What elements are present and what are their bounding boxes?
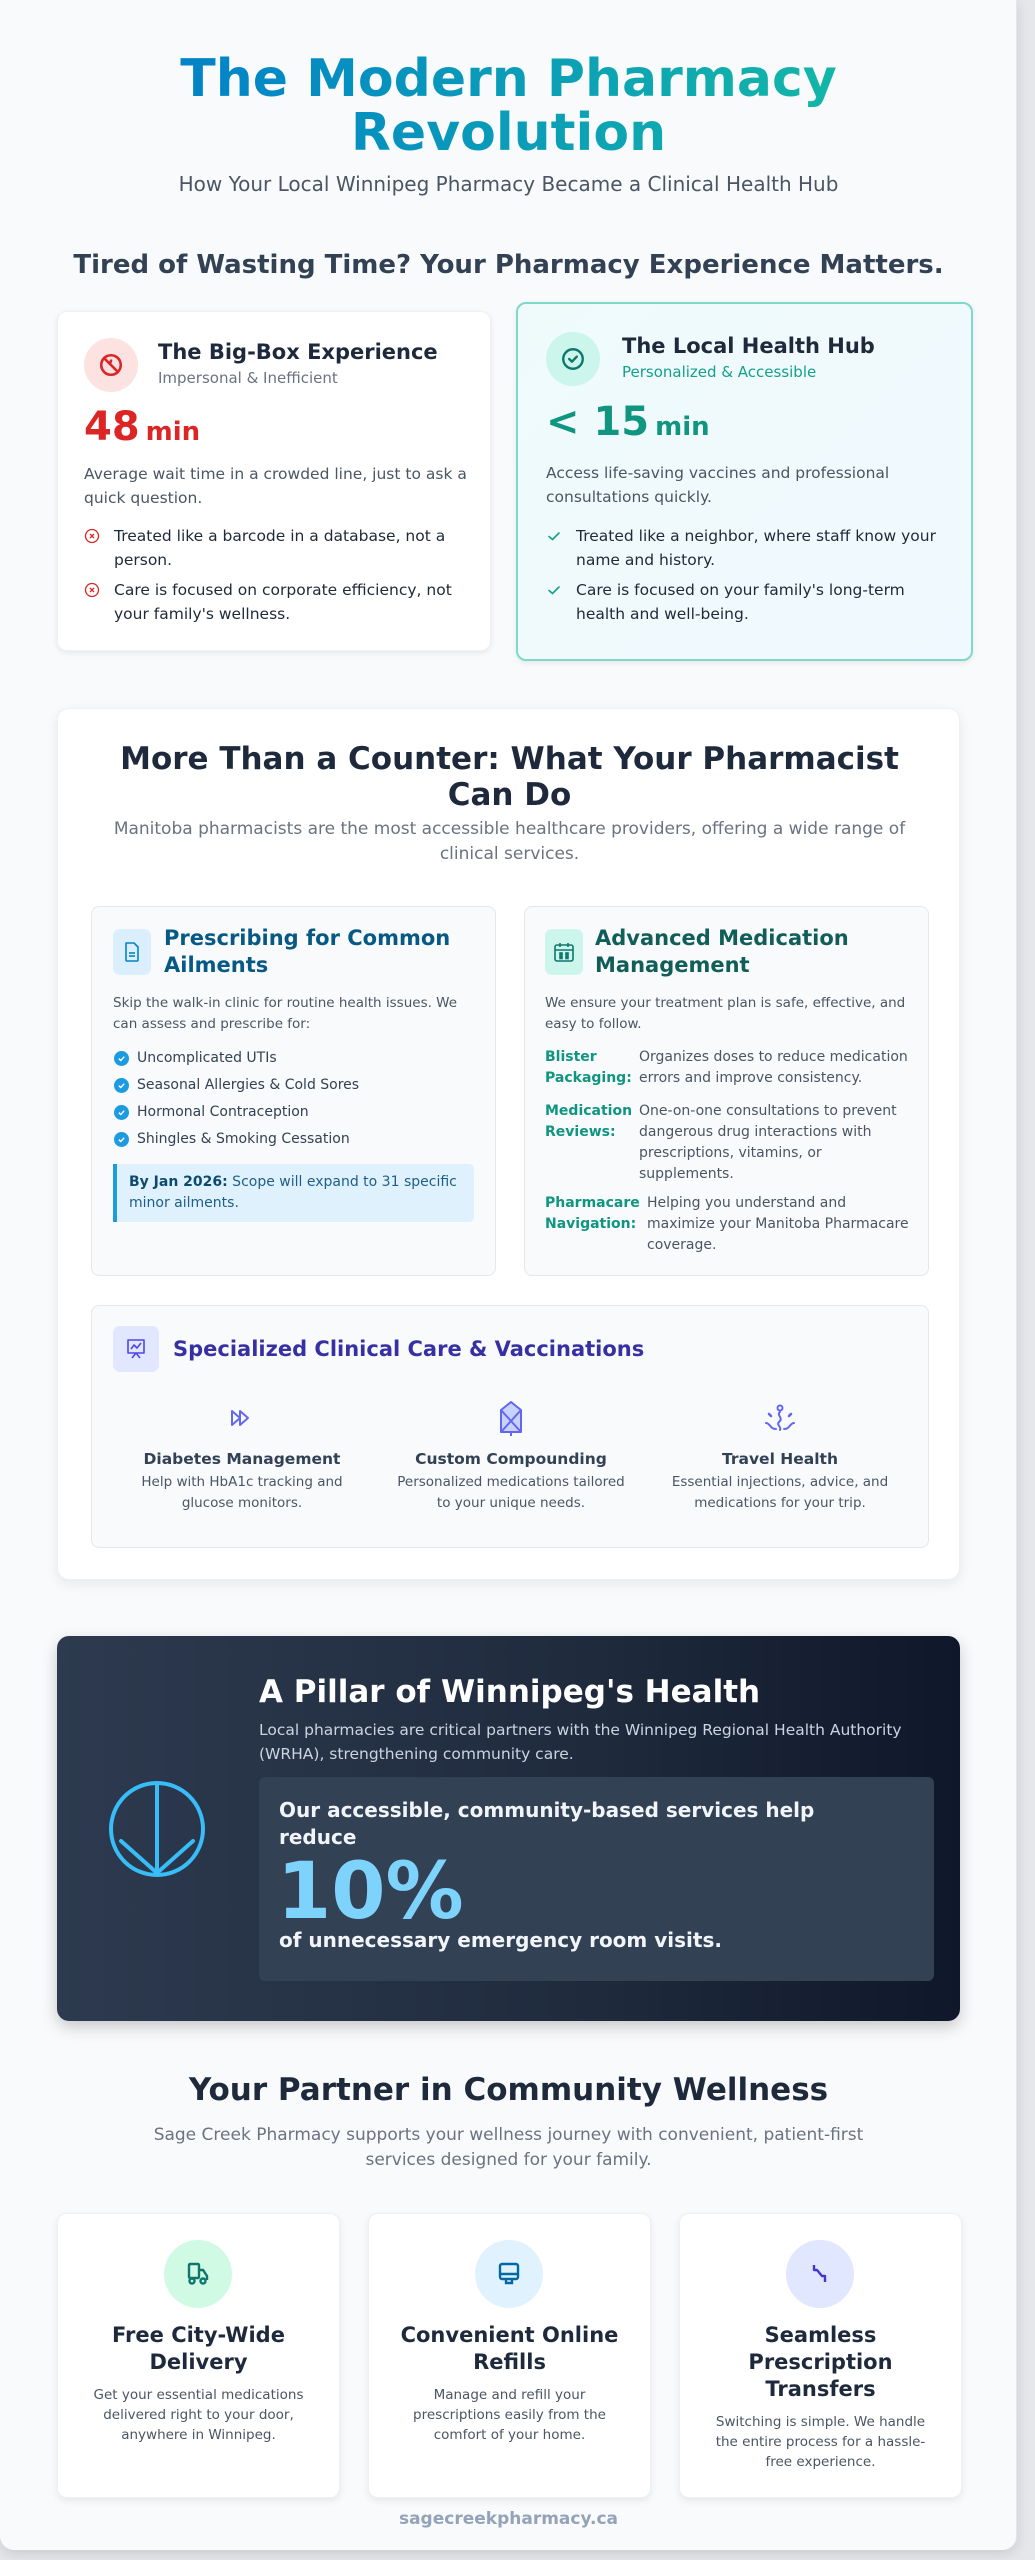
presentation-chart-icon (113, 1326, 159, 1372)
transfer-icon (786, 2240, 854, 2308)
card-text: Switching is simple. We handle the entire process for a hassle-free experience. (715, 2414, 926, 2470)
truck-icon (164, 2240, 232, 2308)
local-hub-card (516, 302, 973, 661)
x-circle-icon (84, 582, 100, 598)
page-title: The Modern Pharmacy Revolution (0, 52, 1017, 160)
note-label: By Jan 2026: (129, 1174, 228, 1190)
delivery-card (57, 2213, 340, 2498)
desktop-icon (475, 2240, 543, 2308)
medication-title: Advanced Medication Management (595, 926, 849, 977)
stat-lead: Our accessible, community-based services help reduce (279, 1798, 815, 1849)
specialized-title: Specialized Clinical Care & Vaccinations (173, 1337, 645, 1361)
services-section (57, 708, 960, 1580)
note-text: Scope will expand to 31 specific minor ailments. (129, 1174, 457, 1211)
peace-icon (107, 1779, 207, 1883)
pillar-description: Local pharmacies are critical partners with the Winnipeg Regional Health Authority (WRHA), strengthening community care. (259, 1721, 902, 1763)
online-refills-card (368, 2213, 651, 2498)
row-text: One-on-one consultations to prevent dangerous drug interactions with prescriptions, vitamins, or supplements. (639, 1103, 897, 1182)
stat-value: < 15 (546, 399, 650, 445)
comparison-heading: Tired of Wasting Time? Your Pharmacy Experience Matters. (73, 250, 944, 280)
prescribing-card (91, 906, 496, 1276)
card-text: Manage and refill your prescriptions easily from the comfort of your home. (413, 2387, 606, 2443)
local-hub-points (546, 524, 946, 632)
services-heading: More Than a Counter: What Your Pharmacist Can Do (120, 741, 899, 813)
local-hub-wait-stat (546, 399, 710, 445)
big-box-description: Average wait time in a crowded line, just to ask a quick question. (84, 465, 467, 507)
wellness-heading: Your Partner in Community Wellness (188, 2072, 829, 2108)
wellness-subtitle: Sage Creek Pharmacy supports your wellness journey with convenient, patient-first services designed for your family. (153, 2125, 864, 2170)
medication-reviews-row (545, 1101, 915, 1185)
local-hub-tagline: Personalized & Accessible (622, 363, 817, 381)
pillar-section (57, 1636, 960, 2021)
page-subtitle: How Your Local Winnipeg Pharmacy Became a Clinical Health Hub (178, 172, 839, 196)
list-item: Uncomplicated UTIs (113, 1049, 359, 1068)
pillar-title: A Pillar of Winnipeg's Health (259, 1674, 761, 1710)
row-label: Pharmacare Navigation: (545, 1195, 640, 1232)
big-box-wait-stat (84, 404, 200, 450)
stat-unit: min (145, 417, 201, 447)
check-badge-icon (114, 1051, 129, 1066)
card-title: Free City-Wide Delivery (112, 2323, 285, 2374)
ban-icon (84, 338, 138, 392)
stat-tail: of unnecessary emergency room visits. (279, 1928, 722, 1952)
prescribing-title: Prescribing for Common Ailments (164, 926, 451, 977)
list-item: Care is focused on corporate efficiency, not your family's wellness. (84, 578, 474, 626)
services-subtitle: Manitoba pharmacists are the most accessible healthcare providers, offering a wide range of clinical services. (113, 819, 906, 864)
row-label: Medication Reviews: (545, 1103, 633, 1140)
travel-health-item: Travel Health Essential injections, advice, and medications for your trip. (665, 1398, 895, 1514)
custom-compounding-item: Custom Compounding Personalized medications tailored to your unique needs. (396, 1398, 626, 1514)
x-circle-icon (84, 528, 100, 544)
stat-value: 48 (84, 404, 140, 450)
blister-packaging-row (545, 1047, 915, 1089)
big-box-card (57, 311, 491, 651)
local-hub-description: Access life-saving vaccines and professional consultations quickly. (546, 464, 890, 506)
check-icon (546, 528, 562, 544)
list-item: Seasonal Allergies & Cold Sores (113, 1076, 359, 1095)
prescribing-description: Skip the walk-in clinic for routine health issues. We can assess and prescribe for: (113, 995, 458, 1032)
big-box-points (84, 524, 474, 632)
big-box-tagline: Impersonal & Inefficient (158, 369, 338, 387)
big-box-title: The Big-Box Experience (158, 340, 438, 364)
row-text: Helping you understand and maximize your Manitoba Pharmacare coverage. (647, 1195, 909, 1253)
prescription-transfers-card (679, 2213, 962, 2498)
document-icon (113, 929, 151, 975)
pharmacare-navigation-row (545, 1193, 915, 1256)
list-item: Treated like a barcode in a database, not a person. (84, 524, 474, 572)
list-item: Care is focused on your family's long-term health and well-being. (546, 578, 946, 626)
check-badge-icon (114, 1078, 129, 1093)
footer-url[interactable]: sagecreekpharmacy.ca (398, 2509, 619, 2529)
check-icon (546, 582, 562, 598)
row-text: Organizes doses to reduce medication errors and improve consistency. (639, 1049, 908, 1086)
plant-icon (665, 1398, 895, 1438)
calendar-icon (545, 929, 583, 975)
check-badge-icon (114, 1105, 129, 1120)
package-icon (396, 1398, 626, 1438)
specialized-care-card (91, 1305, 929, 1548)
expansion-note (113, 1164, 474, 1222)
stat-unit: min (655, 412, 710, 442)
medication-description: We ensure your treatment plan is safe, effective, and easy to follow. (545, 995, 906, 1032)
diabetes-management-item: Diabetes Management Help with HbA1c tracking and glucose monitors. (127, 1398, 357, 1514)
card-title: Seamless Prescription Transfers (748, 2323, 893, 2401)
card-title: Convenient Online Refills (400, 2323, 619, 2374)
fast-forward-icon (127, 1398, 357, 1438)
row-label: Blister Packaging: (545, 1049, 632, 1086)
er-reduction-stat: 10% (277, 1847, 464, 1937)
list-item: Treated like a neighbor, where staff know your name and history. (546, 524, 946, 572)
local-hub-title: The Local Health Hub (622, 334, 875, 358)
ailments-list (113, 1049, 359, 1157)
check-circle-icon (546, 332, 600, 386)
list-item: Hormonal Contraception (113, 1103, 359, 1122)
list-item: Shingles & Smoking Cessation (113, 1130, 359, 1149)
medication-management-card (524, 906, 929, 1276)
er-stat-box (259, 1777, 934, 1981)
check-badge-icon (114, 1132, 129, 1147)
card-text: Get your essential medications delivered right to your door, anywhere in Winnipeg. (93, 2387, 304, 2443)
